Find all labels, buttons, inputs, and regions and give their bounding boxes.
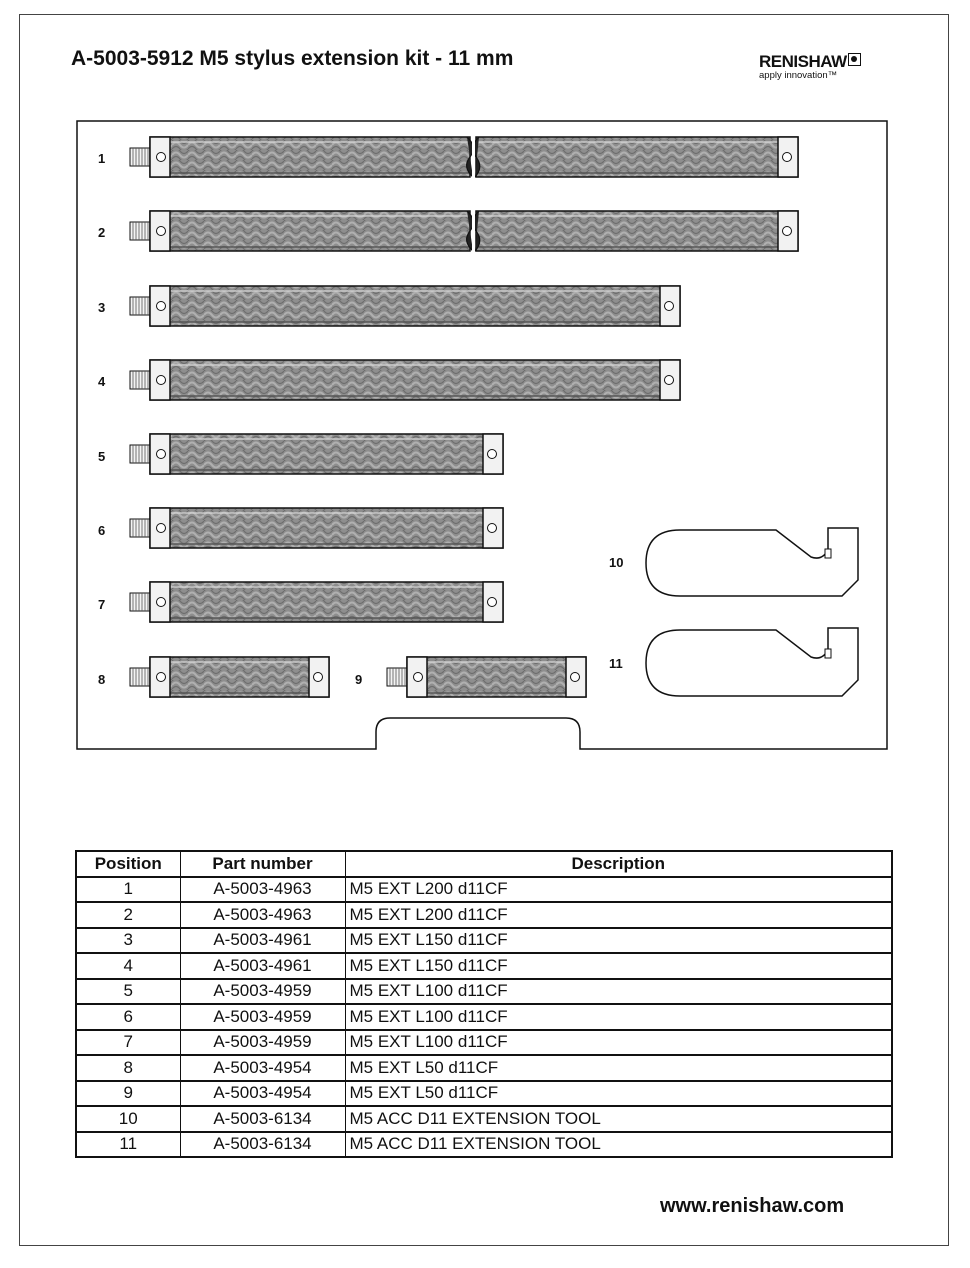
cell-description: M5 ACC D11 EXTENSION TOOL bbox=[345, 1106, 892, 1132]
position-label: 9 bbox=[355, 672, 363, 687]
position-label: 4 bbox=[98, 374, 106, 389]
position-label: 3 bbox=[98, 300, 106, 315]
column-header-position: Position bbox=[76, 851, 180, 877]
extension-tool-icon bbox=[646, 628, 858, 696]
cell-description: M5 EXT L150 d11CF bbox=[345, 953, 892, 979]
cell-part-number: A-5003-4959 bbox=[180, 979, 345, 1005]
carbon-fibre-body bbox=[150, 508, 503, 548]
position-label: 2 bbox=[98, 225, 106, 240]
carbon-fibre-body bbox=[476, 211, 798, 251]
carbon-fibre-body bbox=[150, 137, 470, 177]
extension-tool bbox=[609, 628, 858, 696]
cell-part-number: A-5003-4959 bbox=[180, 1030, 345, 1056]
kit-diagram bbox=[76, 120, 888, 750]
table-row bbox=[76, 877, 892, 903]
position-label: 6 bbox=[98, 523, 106, 538]
cell-position: 5 bbox=[76, 979, 180, 1005]
thread-icon bbox=[130, 297, 150, 315]
thread-icon bbox=[130, 148, 150, 166]
logo-tagline: apply innovation™ bbox=[759, 70, 838, 81]
carbon-fibre-body bbox=[476, 137, 798, 177]
thread-icon bbox=[130, 593, 150, 611]
cell-position: 2 bbox=[76, 902, 180, 928]
cell-position: 8 bbox=[76, 1055, 180, 1081]
cell-position: 10 bbox=[76, 1106, 180, 1132]
logo-wordmark: RENISHAW bbox=[759, 52, 847, 71]
thread-icon bbox=[130, 371, 150, 389]
table-row bbox=[76, 1004, 892, 1030]
thread-icon bbox=[130, 445, 150, 463]
extension-rod bbox=[98, 136, 798, 178]
extension-rod bbox=[98, 582, 503, 622]
column-header-part-number: Part number bbox=[180, 851, 345, 877]
position-label: 10 bbox=[609, 555, 624, 570]
cell-position: 4 bbox=[76, 953, 180, 979]
thread-icon bbox=[130, 668, 150, 686]
position-label: 11 bbox=[609, 656, 623, 671]
cell-part-number: A-5003-4963 bbox=[180, 902, 345, 928]
table-header-row bbox=[76, 851, 892, 877]
website-link[interactable]: www.renishaw.com bbox=[660, 1195, 845, 1217]
renishaw-logo bbox=[759, 52, 861, 81]
cell-position: 1 bbox=[76, 877, 180, 903]
table-row bbox=[76, 1030, 892, 1056]
extension-rod bbox=[98, 508, 503, 548]
cell-position: 3 bbox=[76, 928, 180, 954]
cell-part-number: A-5003-4961 bbox=[180, 953, 345, 979]
logo-mark-icon bbox=[848, 53, 861, 66]
cell-position: 9 bbox=[76, 1081, 180, 1107]
thread-icon bbox=[387, 668, 407, 686]
extension-rod bbox=[98, 210, 798, 252]
carbon-fibre-body bbox=[407, 657, 586, 697]
table-row bbox=[76, 928, 892, 954]
carbon-fibre-body bbox=[150, 434, 503, 474]
carbon-fibre-body bbox=[150, 582, 503, 622]
cell-position: 11 bbox=[76, 1132, 180, 1158]
table-row bbox=[76, 1132, 892, 1158]
cell-part-number: A-5003-6134 bbox=[180, 1132, 345, 1158]
cell-position: 7 bbox=[76, 1030, 180, 1056]
cell-description: M5 ACC D11 EXTENSION TOOL bbox=[345, 1132, 892, 1158]
table-row bbox=[76, 1055, 892, 1081]
extension-tool-icon bbox=[646, 528, 858, 596]
cell-description: M5 EXT L100 d11CF bbox=[345, 979, 892, 1005]
extension-rod bbox=[98, 286, 680, 326]
extension-rod bbox=[98, 657, 329, 697]
carbon-fibre-body bbox=[150, 360, 680, 400]
parts-table bbox=[75, 850, 893, 1158]
table-row bbox=[76, 1106, 892, 1132]
cell-part-number: A-5003-4959 bbox=[180, 1004, 345, 1030]
extension-rod bbox=[355, 657, 586, 697]
cell-description: M5 EXT L200 d11CF bbox=[345, 877, 892, 903]
carbon-fibre-body bbox=[150, 657, 329, 697]
cell-part-number: A-5003-4954 bbox=[180, 1055, 345, 1081]
thread-icon bbox=[130, 519, 150, 537]
extension-rod bbox=[98, 434, 503, 474]
cell-description: M5 EXT L200 d11CF bbox=[345, 902, 892, 928]
cell-position: 6 bbox=[76, 1004, 180, 1030]
column-header-description: Description bbox=[345, 851, 892, 877]
table-row bbox=[76, 953, 892, 979]
cell-part-number: A-5003-6134 bbox=[180, 1106, 345, 1132]
cell-description: M5 EXT L100 d11CF bbox=[345, 1030, 892, 1056]
thread-icon bbox=[130, 222, 150, 240]
position-label: 1 bbox=[98, 151, 106, 166]
cell-description: M5 EXT L100 d11CF bbox=[345, 1004, 892, 1030]
position-label: 7 bbox=[98, 597, 106, 612]
position-label: 8 bbox=[98, 672, 106, 687]
document-title: A-5003-5912 M5 stylus extension kit - 11 mm bbox=[71, 47, 514, 70]
carbon-fibre-body bbox=[150, 286, 680, 326]
cell-description: M5 EXT L50 d11CF bbox=[345, 1055, 892, 1081]
table-row bbox=[76, 1081, 892, 1107]
cell-part-number: A-5003-4961 bbox=[180, 928, 345, 954]
carbon-fibre-body bbox=[150, 211, 470, 251]
table-row bbox=[76, 902, 892, 928]
extension-tool bbox=[609, 528, 858, 596]
position-label: 5 bbox=[98, 449, 106, 464]
extension-rod bbox=[98, 360, 680, 400]
cell-part-number: A-5003-4963 bbox=[180, 877, 345, 903]
table-row bbox=[76, 979, 892, 1005]
cell-description: M5 EXT L50 d11CF bbox=[345, 1081, 892, 1107]
cell-part-number: A-5003-4954 bbox=[180, 1081, 345, 1107]
cell-description: M5 EXT L150 d11CF bbox=[345, 928, 892, 954]
